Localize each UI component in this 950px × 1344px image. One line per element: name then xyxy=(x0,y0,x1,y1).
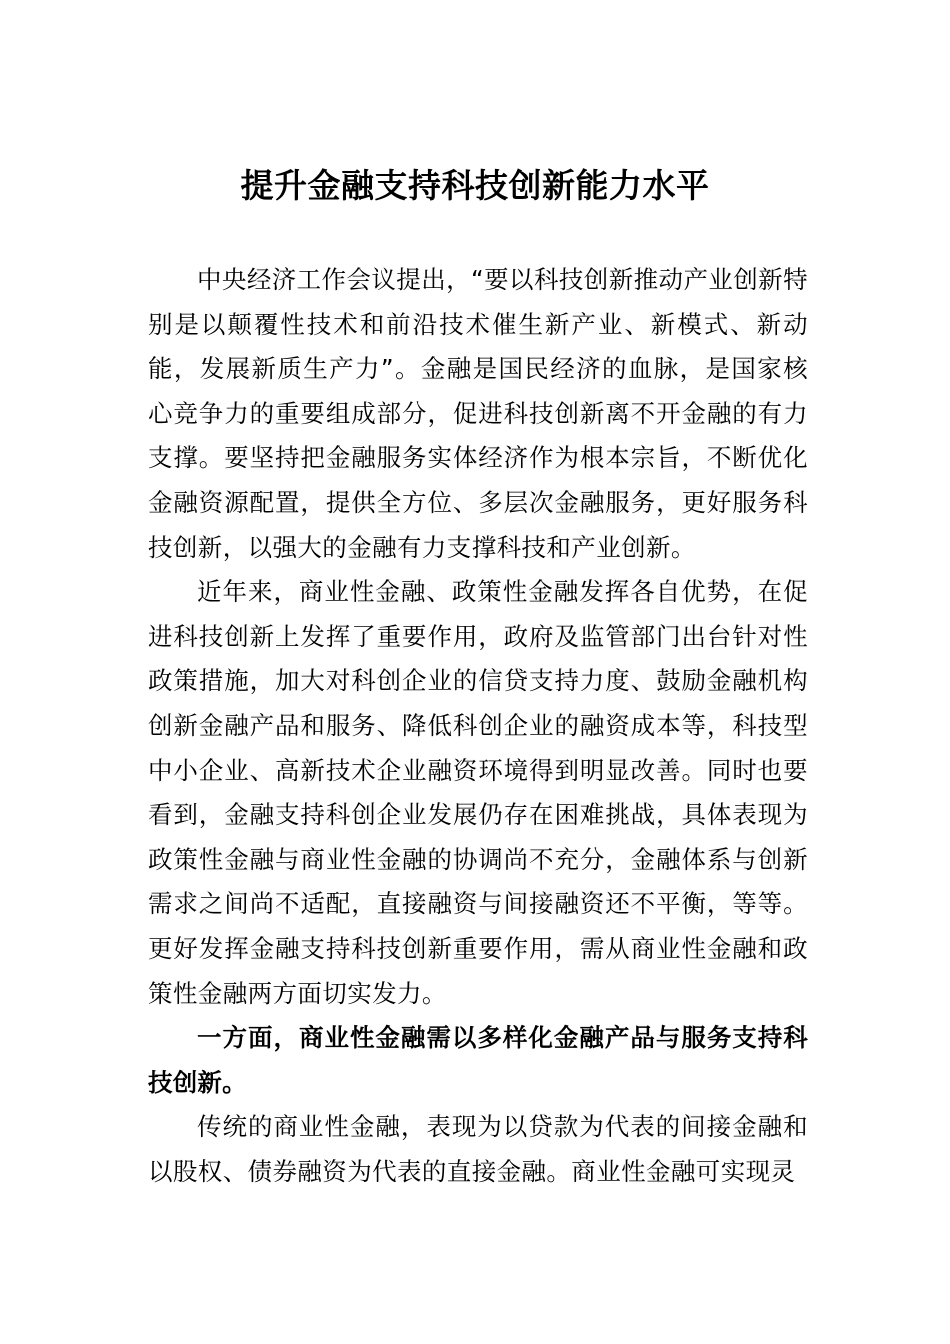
paragraph-1: 中央经济工作会议提出，“要以科技创新推动产业创新特别是以颠覆性技术和前沿技术催生新产业、新模式、新动能，发展新质生产力”。金融是国民经济的血脉，是国家核心竞争力的重要组成部分，促进科技创新离不开金融的有力支撑。要坚持把金融服务实体经济作为根本宗旨，不断优化金融资源配置，提供全方位、多层次金融服务，更好服务科技创新，以强大的金融有力支撑科技和产业创新。 xyxy=(148,265,808,562)
paragraph-2: 近年来，商业性金融、政策性金融发挥各自优势，在促进科技创新上发挥了重要作用，政府及监管部门出台针对性政策措施，加大对科创企业的信贷支持力度、鼓励金融机构创新金融产品和服务、降低科创企业的融资成本等，科技型中小企业、高新技术企业融资环境得到明显改善。同时也要看到，金融支持科创企业发展仍存在困难挑战，具体表现为政策性金融与商业性金融的协调尚不充分，金融体系与创新需求之间尚不适配，直接融资与间接融资还不平衡，等等。更好发挥金融支持科技创新重要作用，需从商业性金融和政策性金融两方面切实发力。 xyxy=(148,577,808,1008)
document-body xyxy=(148,258,808,1194)
paragraph-4: 传统的商业性金融，表现为以贷款为代表的间接金融和以股权、债券融资为代表的直接金融。商业性金融可实现灵 xyxy=(148,1112,808,1186)
paragraph-3-heading: 一方面，商业性金融需以多样化金融产品与服务支持科技创新。 xyxy=(148,1023,808,1097)
document-title: 提升金融支持科技创新能力水平 xyxy=(240,166,710,205)
